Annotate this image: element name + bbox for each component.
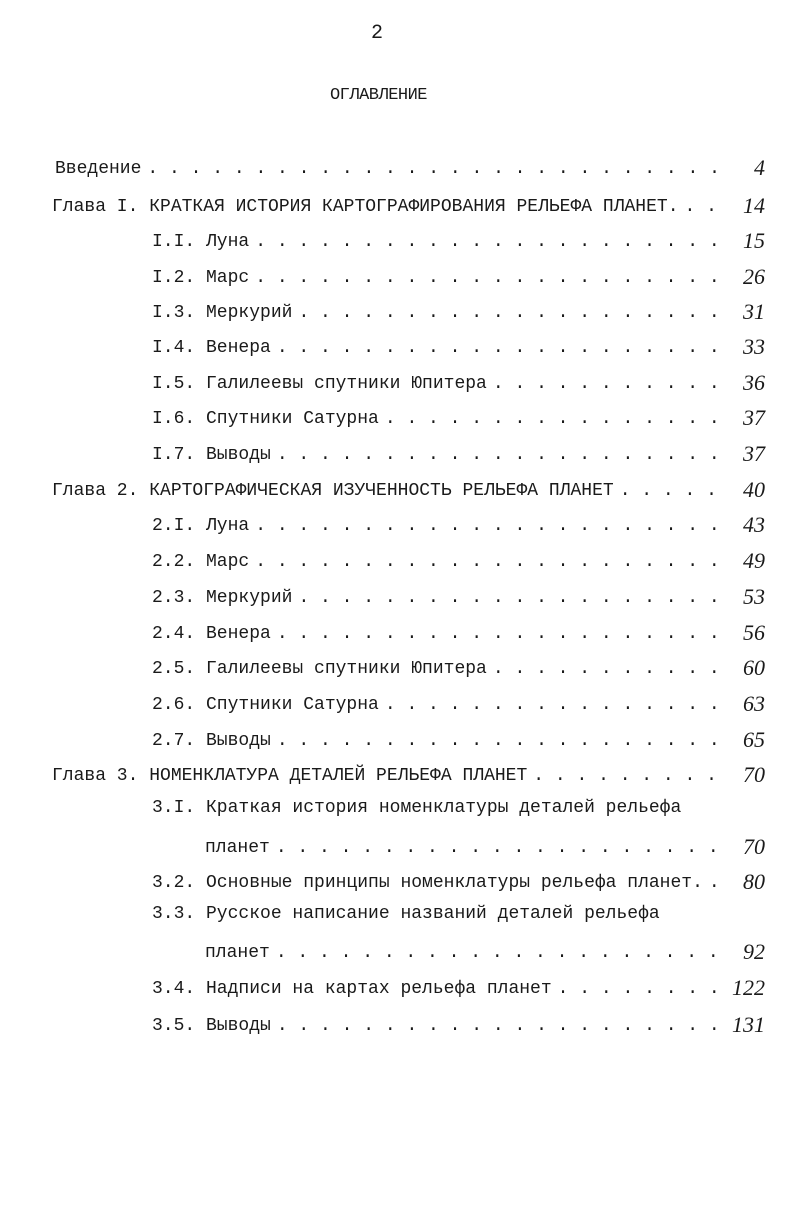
toc-page-number: 122 (732, 975, 765, 1000)
toc-entry-label: планет (205, 943, 270, 963)
dot-leader (276, 943, 731, 963)
toc-entry (152, 869, 765, 893)
dot-leader (685, 197, 731, 217)
dot-leader (385, 695, 731, 715)
page-number: 2 (371, 22, 384, 45)
dot-leader (277, 445, 731, 465)
toc-page-number: 70 (743, 762, 765, 787)
toc-entry (152, 264, 765, 288)
dot-leader (276, 838, 731, 858)
toc-page-number: 31 (743, 299, 765, 324)
toc-entry-label: 2.2. Марс (152, 552, 250, 572)
toc-entry (55, 155, 765, 179)
toc-page-number: 40 (743, 477, 765, 502)
toc-page-number: 37 (743, 405, 765, 430)
toc-entry (205, 939, 765, 963)
toc-entry (152, 334, 765, 358)
dot-leader (255, 516, 731, 536)
toc-page-number: 63 (743, 691, 765, 716)
toc-entry (152, 299, 765, 323)
toc-entry (152, 441, 765, 465)
toc-entry-label: Глава 3. НОМЕНКЛАТУРА ДЕТАЛЕЙ РЕЛЬЕФА ПЛАНЕТ (52, 766, 528, 786)
toc-entry-label: I.2. Марс (152, 268, 250, 288)
toc-entry (152, 370, 765, 394)
dot-leader (255, 268, 731, 288)
toc-entry (152, 691, 765, 715)
toc-entry-label: 2.I. Луна (152, 516, 250, 536)
dot-leader (558, 979, 728, 999)
toc-entry-label: планет (205, 838, 270, 858)
dot-leader (533, 766, 731, 786)
toc-entry-label: 2.5. Галилеевы спутники Юпитера (152, 659, 487, 679)
toc-entry-line (152, 798, 681, 818)
toc-entry-label: 3.4. Надписи на картах рельефа планет (152, 979, 552, 999)
toc-page-number: 14 (743, 193, 765, 218)
toc-entry-line (152, 904, 660, 924)
toc-entry-label: 2.7. Выводы (152, 731, 271, 751)
toc-entry-label: 2.4. Венера (152, 624, 271, 644)
toc-entry-label: Глава I. КРАТКАЯ ИСТОРИЯ КАРТОГРАФИРОВАНИЯ РЕЛЬЕФА ПЛАНЕТ. (52, 197, 679, 217)
toc-page-number: 131 (732, 1012, 765, 1037)
dot-leader (277, 624, 731, 644)
toc-page-number: 49 (743, 548, 765, 573)
dot-leader (385, 409, 731, 429)
toc-page-number: 70 (743, 834, 765, 859)
toc-page-number: 53 (743, 584, 765, 609)
toc-entry-label: I.3. Меркурий (152, 303, 293, 323)
toc-entry (152, 727, 765, 751)
toc-entry (152, 584, 765, 608)
toc-entry (152, 512, 765, 536)
dot-leader (709, 873, 731, 893)
dot-leader (277, 731, 731, 751)
dot-leader (255, 552, 731, 572)
toc-page-number: 92 (743, 939, 765, 964)
toc-entry-label: I.4. Венера (152, 338, 271, 358)
toc-page-number: 36 (743, 370, 765, 395)
toc-page-number: 43 (743, 512, 765, 537)
dot-leader (255, 232, 731, 252)
toc-entry (152, 655, 765, 679)
toc-entry-label: 3.3. Русское написание названий деталей рельефа (152, 904, 660, 924)
toc-page-number: 37 (743, 441, 765, 466)
toc-page-number: 4 (754, 155, 765, 180)
page-title: ОГЛАВЛЕНИЕ (329, 86, 428, 105)
toc-entry (205, 834, 765, 858)
toc-entry (52, 193, 765, 217)
toc-entry-label: 3.2. Основные принципы номенклатуры рельефа планет. (152, 873, 703, 893)
toc-entry (152, 975, 765, 999)
toc-entry-label: 2.3. Меркурий (152, 588, 293, 608)
toc-entry (152, 405, 765, 429)
toc-entry-label: 3.I. Краткая история номенклатуры деталей рельефа (152, 798, 682, 818)
toc-entry (52, 477, 765, 501)
toc-entry-label: I.5. Галилеевы спутники Юпитера (152, 374, 487, 394)
toc-page-number: 65 (743, 727, 765, 752)
toc-entry (152, 548, 765, 572)
toc-entry-label: Глава 2. КАРТОГРАФИЧЕСКАЯ ИЗУЧЕННОСТЬ РЕЛЬЕФА ПЛАНЕТ (52, 481, 614, 501)
toc-entry-label: I.6. Спутники Сатурна (152, 409, 379, 429)
toc-entry-label: 2.6. Спутники Сатурна (152, 695, 379, 715)
toc-page-number: 80 (743, 869, 765, 894)
dot-leader (277, 338, 731, 358)
toc-entry-label: Введение (55, 159, 142, 179)
dot-leader (277, 1016, 728, 1036)
toc-page-number: 15 (743, 228, 765, 253)
dot-leader (620, 481, 731, 501)
dot-leader (298, 303, 731, 323)
toc-entry (152, 1012, 765, 1036)
toc-page-number: 60 (743, 655, 765, 680)
toc-entry-label: I.I. Луна (152, 232, 250, 252)
dot-leader (493, 374, 731, 394)
dot-leader (298, 588, 731, 608)
toc-entry-label: I.7. Выводы (152, 445, 271, 465)
toc-entry (52, 762, 765, 786)
toc-entry-label: 3.5. Выводы (152, 1016, 271, 1036)
toc-page-number: 56 (743, 620, 765, 645)
toc-entry (152, 228, 765, 252)
toc-page-number: 26 (743, 264, 765, 289)
toc-page-number: 33 (743, 334, 765, 359)
dot-leader (147, 159, 731, 179)
dot-leader (493, 659, 731, 679)
toc-entry (152, 620, 765, 644)
